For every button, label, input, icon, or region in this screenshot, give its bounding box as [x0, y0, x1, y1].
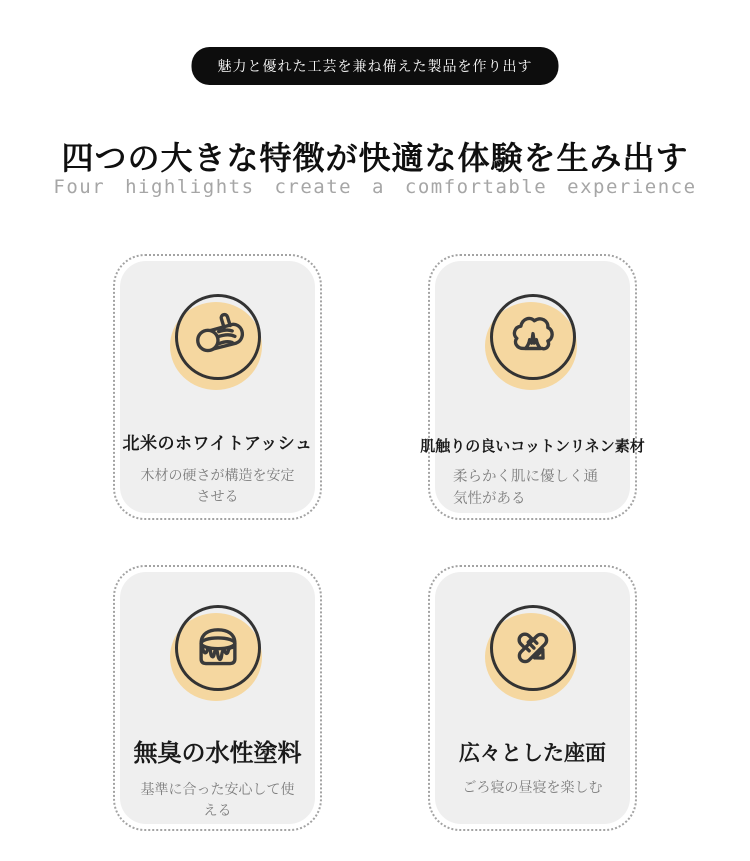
- feature-card-cotton: [420, 254, 645, 520]
- feature-grid: [113, 254, 645, 831]
- card-body: [420, 261, 645, 513]
- card-description: 基準に合った安心して使える: [140, 781, 295, 819]
- icon-circle: [170, 605, 266, 701]
- card-description: ごろ寝の昼寝を楽しむ: [462, 780, 603, 797]
- card-body: [435, 572, 630, 824]
- feature-card-seat: [428, 565, 637, 831]
- top-badge: 魅力と優れた工芸を兼ね備えた製品を作り出す: [192, 47, 559, 85]
- paint-bucket-icon: [191, 621, 245, 675]
- icon-circle-ring: [490, 294, 576, 380]
- card-body: [120, 261, 315, 513]
- card-description: 木材の硬さが構造を安定させる: [140, 468, 295, 506]
- card-title: 北米のホワイトアッシュ: [122, 434, 313, 454]
- card-description: 柔らかく肌に優しく通気性がある: [453, 469, 598, 507]
- icon-circle-ring: [175, 294, 261, 380]
- card-title: 無臭の水性塗料: [133, 739, 302, 767]
- icon-circle: [170, 294, 266, 390]
- ruler-pencil-icon: [506, 621, 560, 675]
- page-subtitle: Four highlights create a comfortable experience: [53, 176, 697, 198]
- card-title: 肌触りの良いコットンリネン素材: [420, 437, 645, 455]
- icon-circle: [485, 294, 581, 390]
- icon-circle-ring: [490, 605, 576, 691]
- card-title: 広々とした座面: [459, 741, 606, 765]
- icon-circle-ring: [175, 605, 261, 691]
- cotton-icon: [506, 310, 560, 364]
- card-body: [120, 572, 315, 824]
- icon-circle: [485, 605, 581, 701]
- page-title: 四つの大きな特徴が快適な体験を生み出す: [61, 139, 689, 178]
- feature-card-paint: [113, 565, 322, 831]
- wood-log-icon: [191, 310, 245, 364]
- feature-card-wood: [113, 254, 322, 520]
